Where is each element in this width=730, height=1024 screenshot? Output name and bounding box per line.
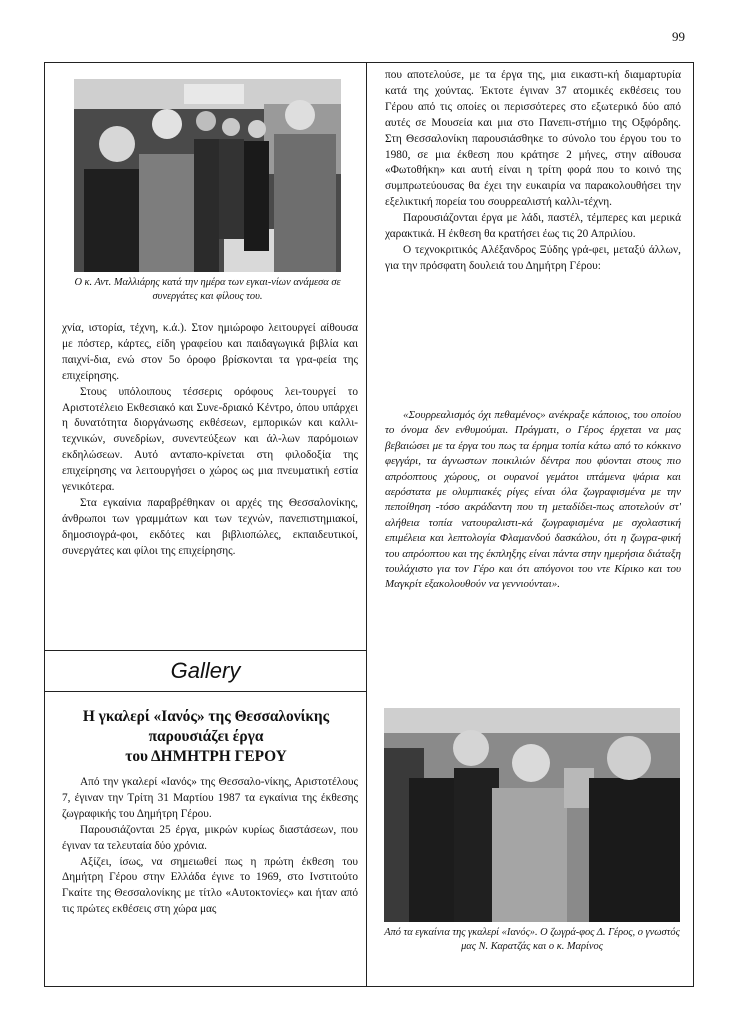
paragraph: Παρουσιάζονται 25 έργα, μικρών κυρίως διαστάσεων, που έγιναν τα τελευταία δύο χρόνια.	[62, 823, 358, 852]
article-title-line2: παρουσιάζει έργα	[148, 728, 264, 745]
right-column-text	[385, 68, 681, 275]
opening-group-photo-art	[74, 79, 341, 272]
paragraph: Από την γκαλερί «Ιανός» της Θεσσαλο-νίκης, Αριστοτέλους 7, έγιναν την Τρίτη 31 Μαρτίου 1987 τα εγκαίνια της έκθεσης ζωγραφικής του Δημήτρη Γέρου.	[62, 776, 358, 820]
photo2-caption: Από τα εγκαίνια της γκαλερί «Ιανός». Ο ζωγρά-φος Δ. Γέρος, ο γνωστός μας Ν. Καρατζάς και ο κ. Μαρίνος	[384, 927, 680, 952]
critic-quote	[385, 408, 681, 593]
paragraph: Στα εγκαίνια παραβρέθηκαν οι αρχές της Θεσσαλονίκης, άνθρωποι των γραμμάτων και των τεχνών, πανεπιστημιακοί, δημοσιογρά-φοι, εκδότες και βιβλιοπώλες, εκπαιδευτικοί, συνεργάτες και φίλοι της επιχείρησης.	[62, 496, 358, 557]
opening-group-photo	[74, 79, 341, 272]
gallery-rule-bottom	[44, 691, 367, 692]
article-title-line1: Η γκαλερί «Ιανός» της Θεσσαλονίκης	[82, 708, 330, 725]
column-divider	[366, 62, 367, 987]
article-title-line3: του ΔΗΜΗΤΡΗ ΓΕΡΟΥ	[125, 748, 287, 765]
paragraph: Ο τεχνοκριτικός Αλέξανδρος Ξύδης γρά-φει, μεταξύ άλλων, για την πρόσφατη δουλειά του Δημήτρη Γέρου:	[385, 243, 681, 272]
article-title	[56, 707, 356, 767]
quote-text: «Σουρρεαλισμός όχι πεθαμένος» ανέκραξε κάποιος, του οποίου το όνομα δεν ενθυμούμαι. Πράγματι, ο Γέρος έρχεται να μας βεβαιώσει με τα έργα του πως τα έρημα τοπία κάτω από το κόκκινο φεγγάρι, τα άγνωστων ποικιλιών δέντρα που φύονται στους πιο απρόοπτους χώρους, οι ουρανοί γεμάτοι ιπτάμενα ψάρια και αερόστατα με ολυμπιακές ρίγες είναι όλα ζωγραφισμένα με την πεποίθηση -τόσο ακράδαντη που τη μεταδίδει-πως αποτελούν στ' αλήθεια τοπία νατουραλιστι-κά ζωγραφισμένα με σχολαστική επιμέλεια και λεπτολογία Φλαμανδού δασκάλου, ότι η ζωγρα-φική του απρόοπτου και της έκπληξης είναι πάντα στην ημερήσια διάταξη τουλάχιστο για τον Γέρο και ότι απόγονοι του ντε Κίρικο και του Μαγκρίτ εξακολουθούν να γεννιούνται».	[385, 409, 681, 591]
paragraph: Αξίζει, ίσως, να σημειωθεί πως η πρώτη έκθεση του Δημήτρη Γέρου στην Ελλάδα έγινε το 1969, στο Ινστιτούτο Γκαίτε της Θεσσαλονίκης με τίτλο «Αυτοκτονίες» και ήταν από τις πρώτες εκθέσεις στη χώρα μας	[62, 855, 358, 916]
left-column-text	[62, 321, 358, 560]
painter-photo	[384, 708, 680, 922]
paragraph: Παρουσιάζονται έργα με λάδι, παστέλ, τέμπερες και μερικά χαρακτικά. Η έκθεση θα κρατήσει έως τις 20 Απριλίου.	[385, 212, 681, 241]
photo1-caption: Ο κ. Αντ. Μαλλιάρης κατά την ημέρα των εγκαι-νίων ανάμεσα σε συνεργάτες και φίλους του.	[74, 277, 341, 302]
paragraph: Στους υπόλοιπους τέσσερις ορόφους λει-τουργεί το Αριστοτέλειο Εκθεσιακό και Συνε-δριακό Κέντρο, όπου υπάρχει η δυνατότητα διοργάνωσης εκθέσεων, εμπορικών και καλλι-τεχνικών, συνεδρίων, συνεντεύξεων και άλ-λων παρόμοιων εκδηλώσεων. Αυτό ανταπο-κρίνεται στη φιλοδοξία της επιχείρησης να λειτουργήσει ο χώρος ως μια πνευματική εστία γενικότερα.	[62, 385, 358, 494]
paragraph: χνία, ιστορία, τέχνη, κ.ά.). Στον ημιώροφο λειτουργεί αίθουσα με πόστερ, κάρτες, είδη γραφείου και παιδαγωγικά βιβλία και παιχνί-δια, ενώ στον 5ο όροφο βρίσκονται τα γρα-φεία της επιχείρησης.	[62, 322, 358, 382]
page-number: 99	[672, 29, 685, 44]
article-body	[62, 775, 358, 918]
painter-photo-art	[384, 708, 680, 922]
paragraph: που αποτελούσε, με τα έργα της, μια εικαστι-κή διαμαρτυρία κατά της χούντας. Έκτοτε έγιναν 37 ατομικές εκθέσεις του Γέρου από τις οποίες οι περισσότερες στο εξωτερικό δύο από αυτές σε Μουσεία και μια στο Πανεπι-στήμιο της Οξφόρδης. Στη Θεσσαλονίκη παρουσιάσθηκε το σύνολο του έργου του το 1980, σε μια έκθεση που κράτησε 2 μήνες, στην αίθουσα «Φωτοθήκη» και αυτή είναι η τρίτη φορά που το κοινό της συμπρωτεύουσας θα έχει την ευκαιρία να παρακολουθήσει την εξελικτική πορεία του σουρρεαλιστή καλλι-τέχνη.	[385, 69, 681, 209]
section-label-gallery: Gallery	[170, 658, 241, 683]
